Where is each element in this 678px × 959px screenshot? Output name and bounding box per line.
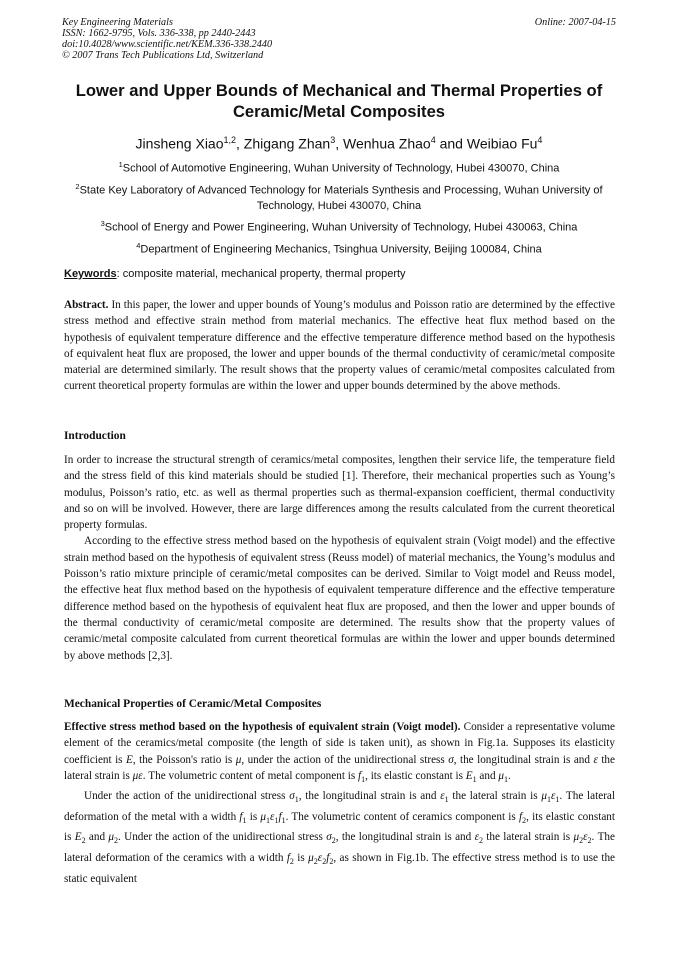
- author-name: Zhigang Zhan: [243, 135, 331, 152]
- subscript: 2: [114, 836, 119, 846]
- abstract-label: Abstract.: [64, 299, 109, 311]
- symbol: σ: [289, 790, 295, 803]
- author-name: Weibiao Fu: [466, 135, 538, 152]
- text-run: , its elastic constant is: [365, 769, 466, 782]
- text-run: , as shown in Fig.1b. The effective stress method is to use the static equivalent: [64, 852, 616, 885]
- text-run: .: [508, 769, 511, 782]
- subscript: 2: [289, 857, 294, 867]
- symbol: E: [465, 769, 473, 782]
- symbol: μ: [308, 852, 314, 865]
- author-name: Wenhua Zhao: [343, 135, 431, 152]
- paper-title: Lower and Upper Bounds of Mechanical and Thermal Properties of Ceramic/Metal Composites: [75, 81, 603, 121]
- text-run: and: [85, 831, 109, 844]
- keywords-line: [64, 267, 624, 281]
- affiliation-text: State Key Laboratory of Advanced Technology for Materials Synthesis and Processing, Wuhan University of Technology, Hubei 430070, China: [79, 184, 603, 212]
- affiliation-mark: 4: [136, 241, 141, 251]
- subscript: 2: [331, 836, 336, 846]
- author-affil-mark: 1,2: [223, 135, 237, 145]
- symbol: f: [278, 810, 282, 823]
- text-run: , the Poisson's ratio is: [132, 753, 236, 766]
- symbol: μ: [108, 831, 115, 844]
- symbol: ε: [593, 753, 598, 766]
- text-run: . The volumetric content of ceramics component is: [285, 810, 519, 823]
- affiliation-mark: 3: [100, 219, 105, 229]
- text-run: is: [293, 852, 309, 865]
- affiliation-text: School of Automotive Engineering, Wuhan University of Technology, Hubei 430070, China: [122, 162, 560, 175]
- affiliation-mark: 1: [118, 160, 123, 169]
- affiliation-text: School of Energy and Power Engineering, Wuhan University of Technology, Hubei 430063, China: [104, 221, 578, 234]
- text-run: is: [246, 810, 261, 823]
- subscript: 1: [555, 795, 560, 805]
- subscript: 1: [281, 816, 286, 826]
- symbol: E: [126, 753, 133, 766]
- symbol: ε: [474, 831, 479, 844]
- text-run: . The volumetric content of metal component is: [142, 769, 358, 782]
- symbol: ε: [270, 810, 275, 823]
- text-run: , the longitudinal strain is and: [453, 753, 594, 766]
- author-separator: ,: [236, 135, 244, 152]
- keywords-colon: :: [116, 268, 123, 280]
- introduction-heading: Introduction: [64, 430, 126, 442]
- symbol: f: [239, 810, 243, 823]
- subscript: 1: [472, 775, 477, 785]
- author-affil-mark: 4: [537, 135, 543, 145]
- author-affil-mark: 3: [330, 135, 336, 145]
- affiliation-mark: 2: [75, 182, 80, 192]
- text-run: Consider a representative volume element of the ceramics/metal composite (the length of side is taken unit), as shown in Fig.1a. Supposes its elasticity coefficient is: [64, 721, 615, 766]
- symbol: μ: [235, 753, 242, 766]
- affiliation: [60, 217, 618, 235]
- symbol: μ: [498, 769, 504, 782]
- affiliation: [60, 180, 618, 213]
- subscript: 1: [444, 795, 449, 805]
- subscript: 1: [504, 775, 508, 785]
- abstract: [64, 297, 615, 395]
- mechanical-heading: Mechanical Properties of Ceramic/Metal Composites: [64, 698, 322, 710]
- symbol: ε: [317, 852, 323, 865]
- online-date: Online: 2007-04-15: [534, 17, 616, 28]
- keywords-text: composite material, mechanical property, thermal property: [122, 268, 406, 280]
- author-separator: and: [435, 135, 467, 152]
- author-list: [40, 131, 638, 153]
- subscript: 2: [478, 836, 483, 846]
- text-run: , the longitudinal strain is and: [335, 831, 475, 844]
- journal-header: [62, 17, 622, 61]
- symbol: f: [358, 769, 362, 782]
- text-run: . Under the action of the unidirectional stress: [118, 831, 327, 844]
- mechanical-body: [64, 719, 615, 887]
- subscript: 2: [579, 836, 584, 846]
- issn-line: ISSN: 1662-9795, Vols. 336-338, pp 2440-2443: [62, 28, 256, 39]
- subscript: 1: [274, 816, 279, 826]
- subscript: 2: [313, 857, 318, 867]
- mech-paragraph-2: [64, 788, 615, 886]
- mech-paragraph-1: [64, 719, 615, 788]
- text-run: , its elastic constant is: [64, 810, 615, 844]
- abstract-text: In this paper, the lower and upper bounds of Young’s modulus and Poisson ratio are determined by the effective stress method and effective strain method from material mechanics. The effective heat flux method based on the hypothesis of equivalent temperature difference and the effective temperature difference method based on the hypothesis of equivalent heat flux are proposed, the lower and upper bounds of the thermal conductivity of ceramic/metal composite material are determined similarly. The result shows that the property values of ceramic/metal composites calculated from current theoretical property formulas are within the lower and upper bounds determined by the above methods.: [64, 299, 615, 393]
- text-run: . The lateral deformation of the metal with a width: [64, 790, 615, 823]
- subscript: 2: [81, 836, 86, 846]
- keywords-label: Keywords: [64, 268, 117, 280]
- symbol: ε: [583, 831, 588, 844]
- symbol: μ: [541, 790, 547, 803]
- intro-paragraph-1: In order to increase the structural strength of ceramics/metal composites, lengthen their service life, the temperature field and the stress field of this kind materials should be studied [1]. Therefore, their mechanical properties such as Young’s modulus, Poisson’s ratio, etc. as well as thermal properties such as thermal-expansion coefficient, thermal conductivity and so on will be involved. However, there are large differences among the results calculated from the current theoretical property formulas.: [64, 454, 615, 532]
- symbol: ε: [440, 790, 445, 803]
- symbol: σ: [448, 753, 454, 766]
- affiliation-text: Department of Engineering Mechanics, Tsinghua University, Beijing 100084, China: [140, 244, 542, 256]
- doi-line: doi:10.4028/www.scientific.net/KEM.336-338.2440: [62, 39, 273, 50]
- journal-name: Key Engineering Materials: [62, 17, 173, 28]
- text-run: the lateral strain is: [448, 790, 542, 803]
- symbol: f: [326, 852, 330, 865]
- introduction-body: [64, 452, 615, 664]
- subscript: 1: [361, 775, 366, 785]
- author-affil-mark: 4: [430, 135, 436, 145]
- affiliation: [60, 239, 618, 257]
- subscript: 2: [329, 857, 334, 867]
- author-name: Jinsheng Xiao: [135, 135, 224, 152]
- symbol: με: [132, 769, 143, 782]
- intro-paragraph-2: According to the effective stress method based on the hypothesis of equivalent strain (Voigt model) and the effective strain method based on the hypothesis of equivalent stress (Reuss model) of material mechanics, the Young’s modulus and Poisson’s ratio mixture principle of ceramic/metal composites can be derived. Similar to Voigt model and Reuss model, the effective heat flux method based on the hypothesis of equivalent temperature difference and the effective temperature difference method based on the hypothesis of equivalent heat flux are proposed, and then the lower and upper bounds of the thermal conductivity of ceramic/metal composite are determined. The results show that the property values of ceramic/metal composite calculated from current theoretical formulas are within the lower and upper bounds determined by above methods [2,3].: [64, 535, 615, 662]
- symbol: f: [518, 810, 523, 823]
- affiliation: [60, 158, 618, 176]
- voigt-subheading: Effective stress method based on the hypothesis of equivalent strain (Voigt model).: [64, 721, 461, 733]
- subscript: 2: [322, 857, 327, 867]
- symbol: σ: [326, 831, 332, 844]
- text-run: and: [476, 769, 499, 782]
- symbol: μ: [260, 810, 267, 823]
- subscript: 2: [587, 836, 592, 846]
- symbol: μ: [573, 831, 580, 844]
- copyright-line: © 2007 Trans Tech Publications Ltd, Switzerland: [62, 50, 264, 61]
- text-run: , under the action of the unidirectional stress: [241, 753, 449, 766]
- subscript: 1: [266, 816, 271, 826]
- text-run: Under the action of the unidirectional stress: [84, 790, 290, 803]
- text-run: the lateral strain is: [64, 753, 615, 782]
- text-run: . The lateral deformation of the ceramics with a width: [64, 831, 615, 865]
- author-separator: ,: [335, 135, 343, 152]
- text-run: the lateral strain is: [482, 831, 574, 844]
- subscript: 2: [522, 816, 527, 826]
- subscript: 1: [294, 795, 299, 805]
- text-run: , the longitudinal strain is and: [298, 790, 441, 803]
- affiliation-list: [60, 158, 618, 262]
- subscript: 1: [546, 795, 551, 805]
- subscript: 1: [242, 816, 247, 826]
- symbol: E: [74, 831, 82, 844]
- symbol: ε: [550, 790, 556, 803]
- symbol: f: [286, 852, 290, 865]
